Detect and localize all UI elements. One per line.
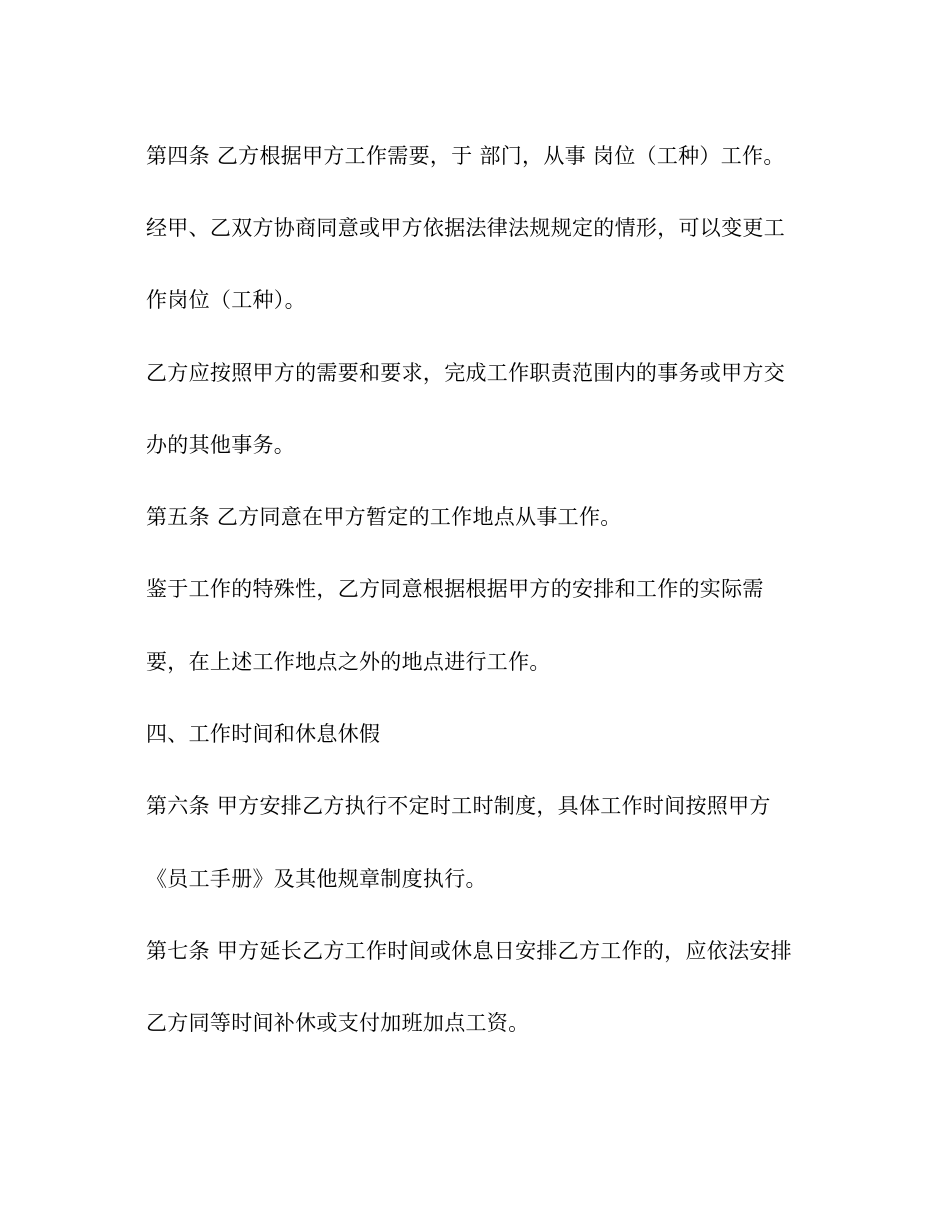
article-4-line-3: 作岗位（工种）。 [146, 288, 306, 312]
article-5-line-3: 要，在上述工作地点之外的地点进行工作。 [146, 650, 551, 674]
article-4-line-2: 经甲、乙双方协商同意或甲方依据法律法规规定的情形，可以变更工 [146, 216, 785, 240]
article-5-line-1: 第五条 乙方同意在甲方暂定的工作地点从事工作。 [146, 505, 622, 529]
section-heading-work-hours: 四、工作时间和休息休假 [146, 722, 381, 746]
article-6-line-1: 第六条 甲方安排乙方执行不定时工时制度，具体工作时间按照甲方 [146, 794, 771, 818]
article-6-line-2: 《员工手册》及其他规章制度执行。 [146, 867, 487, 891]
article-5-line-2: 鉴于工作的特殊性，乙方同意根据根据甲方的安排和工作的实际需 [146, 577, 764, 601]
article-4-line-1: 第四条 乙方根据甲方工作需要，于 部门，从事 岗位（工种）工作。 [146, 144, 785, 168]
article-7-line-1: 第七条 甲方延长乙方工作时间或休息日安排乙方工作的，应依法安排 [146, 939, 792, 963]
article-4-line-4: 乙方应按照甲方的需要和要求，完成工作职责范围内的事务或甲方交 [146, 361, 785, 385]
article-4-line-5: 办的其他事务。 [146, 433, 296, 457]
article-7-line-2: 乙方同等时间补休或支付加班加点工资。 [146, 1011, 530, 1035]
